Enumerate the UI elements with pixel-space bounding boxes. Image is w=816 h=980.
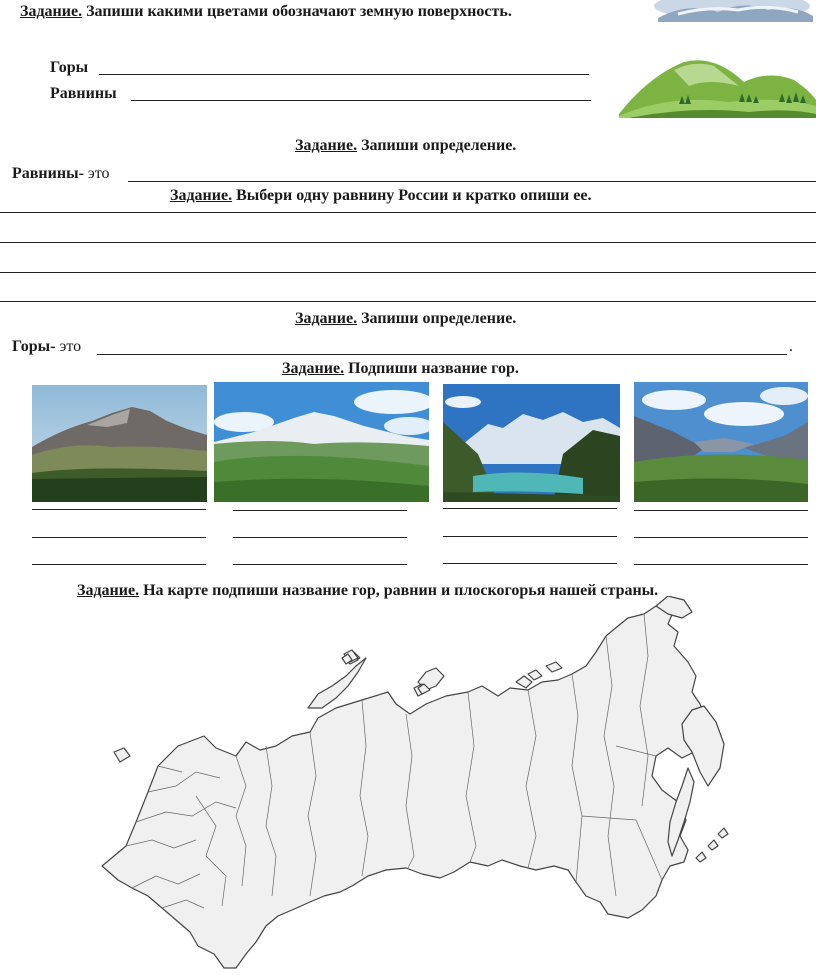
task6-label: Задание. <box>77 582 140 599</box>
task1-label: Задание. <box>20 3 83 20</box>
task1-text: Запиши какими цветами обозначают земную поверхность. <box>82 3 512 20</box>
plains-definition-answer-line[interactable] <box>128 181 816 182</box>
task1-heading <box>20 3 512 21</box>
mountain-photo-4 <box>634 382 808 502</box>
task3-text: Выбери одну равнину России и кратко опиши ее. <box>232 187 592 204</box>
mountains-definition-answer-line[interactable] <box>97 354 787 355</box>
plains-term: Равнины- <box>12 165 84 182</box>
task6-text: На карте подпиши название гор, равнин и плоскогорья нашей страны. <box>139 582 659 599</box>
kaliningrad-exclave <box>114 748 130 762</box>
russia-mainland <box>102 602 716 968</box>
photo3-answer-line-1[interactable] <box>443 508 617 509</box>
photo1-answer-line-3[interactable] <box>32 564 206 565</box>
green-hills-image <box>619 56 816 118</box>
plain-description-line-1[interactable] <box>0 212 816 213</box>
photo1-answer-line-2[interactable] <box>32 537 206 538</box>
photo4-answer-line-1[interactable] <box>634 510 808 511</box>
photo3-answer-line-3[interactable] <box>443 563 617 564</box>
photo4-answer-line-3[interactable] <box>634 564 808 565</box>
task3-label: Задание. <box>170 187 233 204</box>
photo2-answer-line-2[interactable] <box>233 537 407 538</box>
plain-description-line-4[interactable] <box>0 301 816 302</box>
plain-description-line-2[interactable] <box>0 242 816 243</box>
snowy-peaks-image <box>648 0 816 22</box>
task3-heading <box>170 187 591 205</box>
novaya-zemlya <box>308 658 366 708</box>
plains-term-suffix: это <box>83 165 110 182</box>
mountains-row-label: Горы <box>50 59 89 76</box>
task2-text: Запиши определение. <box>357 137 517 154</box>
task5-text: Подпиши название гор. <box>344 360 519 377</box>
task5-heading <box>282 360 519 378</box>
photo2-answer-line-3[interactable] <box>233 564 407 565</box>
task4-label: Задание. <box>295 310 358 327</box>
photo2-answer-line-1[interactable] <box>233 510 407 511</box>
kuril-islands <box>696 828 728 862</box>
mountains-definition-end-period: . <box>789 338 793 355</box>
plains-row-label: Равнины <box>50 85 117 102</box>
plains-definition-prompt <box>12 165 110 183</box>
plain-description-line-3[interactable] <box>0 272 816 273</box>
russia-outline-map[interactable] <box>96 596 736 974</box>
mountain-photo-3 <box>443 384 620 502</box>
task2-heading <box>295 137 516 155</box>
wrangel-island <box>546 662 562 672</box>
mountain-photo-1 <box>32 385 207 502</box>
mountains-color-answer-line[interactable] <box>99 74 589 75</box>
plains-color-answer-line[interactable] <box>131 100 591 101</box>
task5-label: Задание. <box>282 360 345 377</box>
mountains-definition-prompt <box>12 338 81 356</box>
photo4-answer-line-2[interactable] <box>634 537 808 538</box>
task2-label: Задание. <box>295 137 358 154</box>
mountains-term: Горы- <box>12 338 56 355</box>
task4-text: Запиши определение. <box>357 310 517 327</box>
photo1-answer-line-1[interactable] <box>32 509 206 510</box>
mountains-term-suffix: это <box>55 338 82 355</box>
task4-heading <box>295 310 516 328</box>
photo3-answer-line-2[interactable] <box>443 536 617 537</box>
mountain-photo-2 <box>214 382 429 502</box>
